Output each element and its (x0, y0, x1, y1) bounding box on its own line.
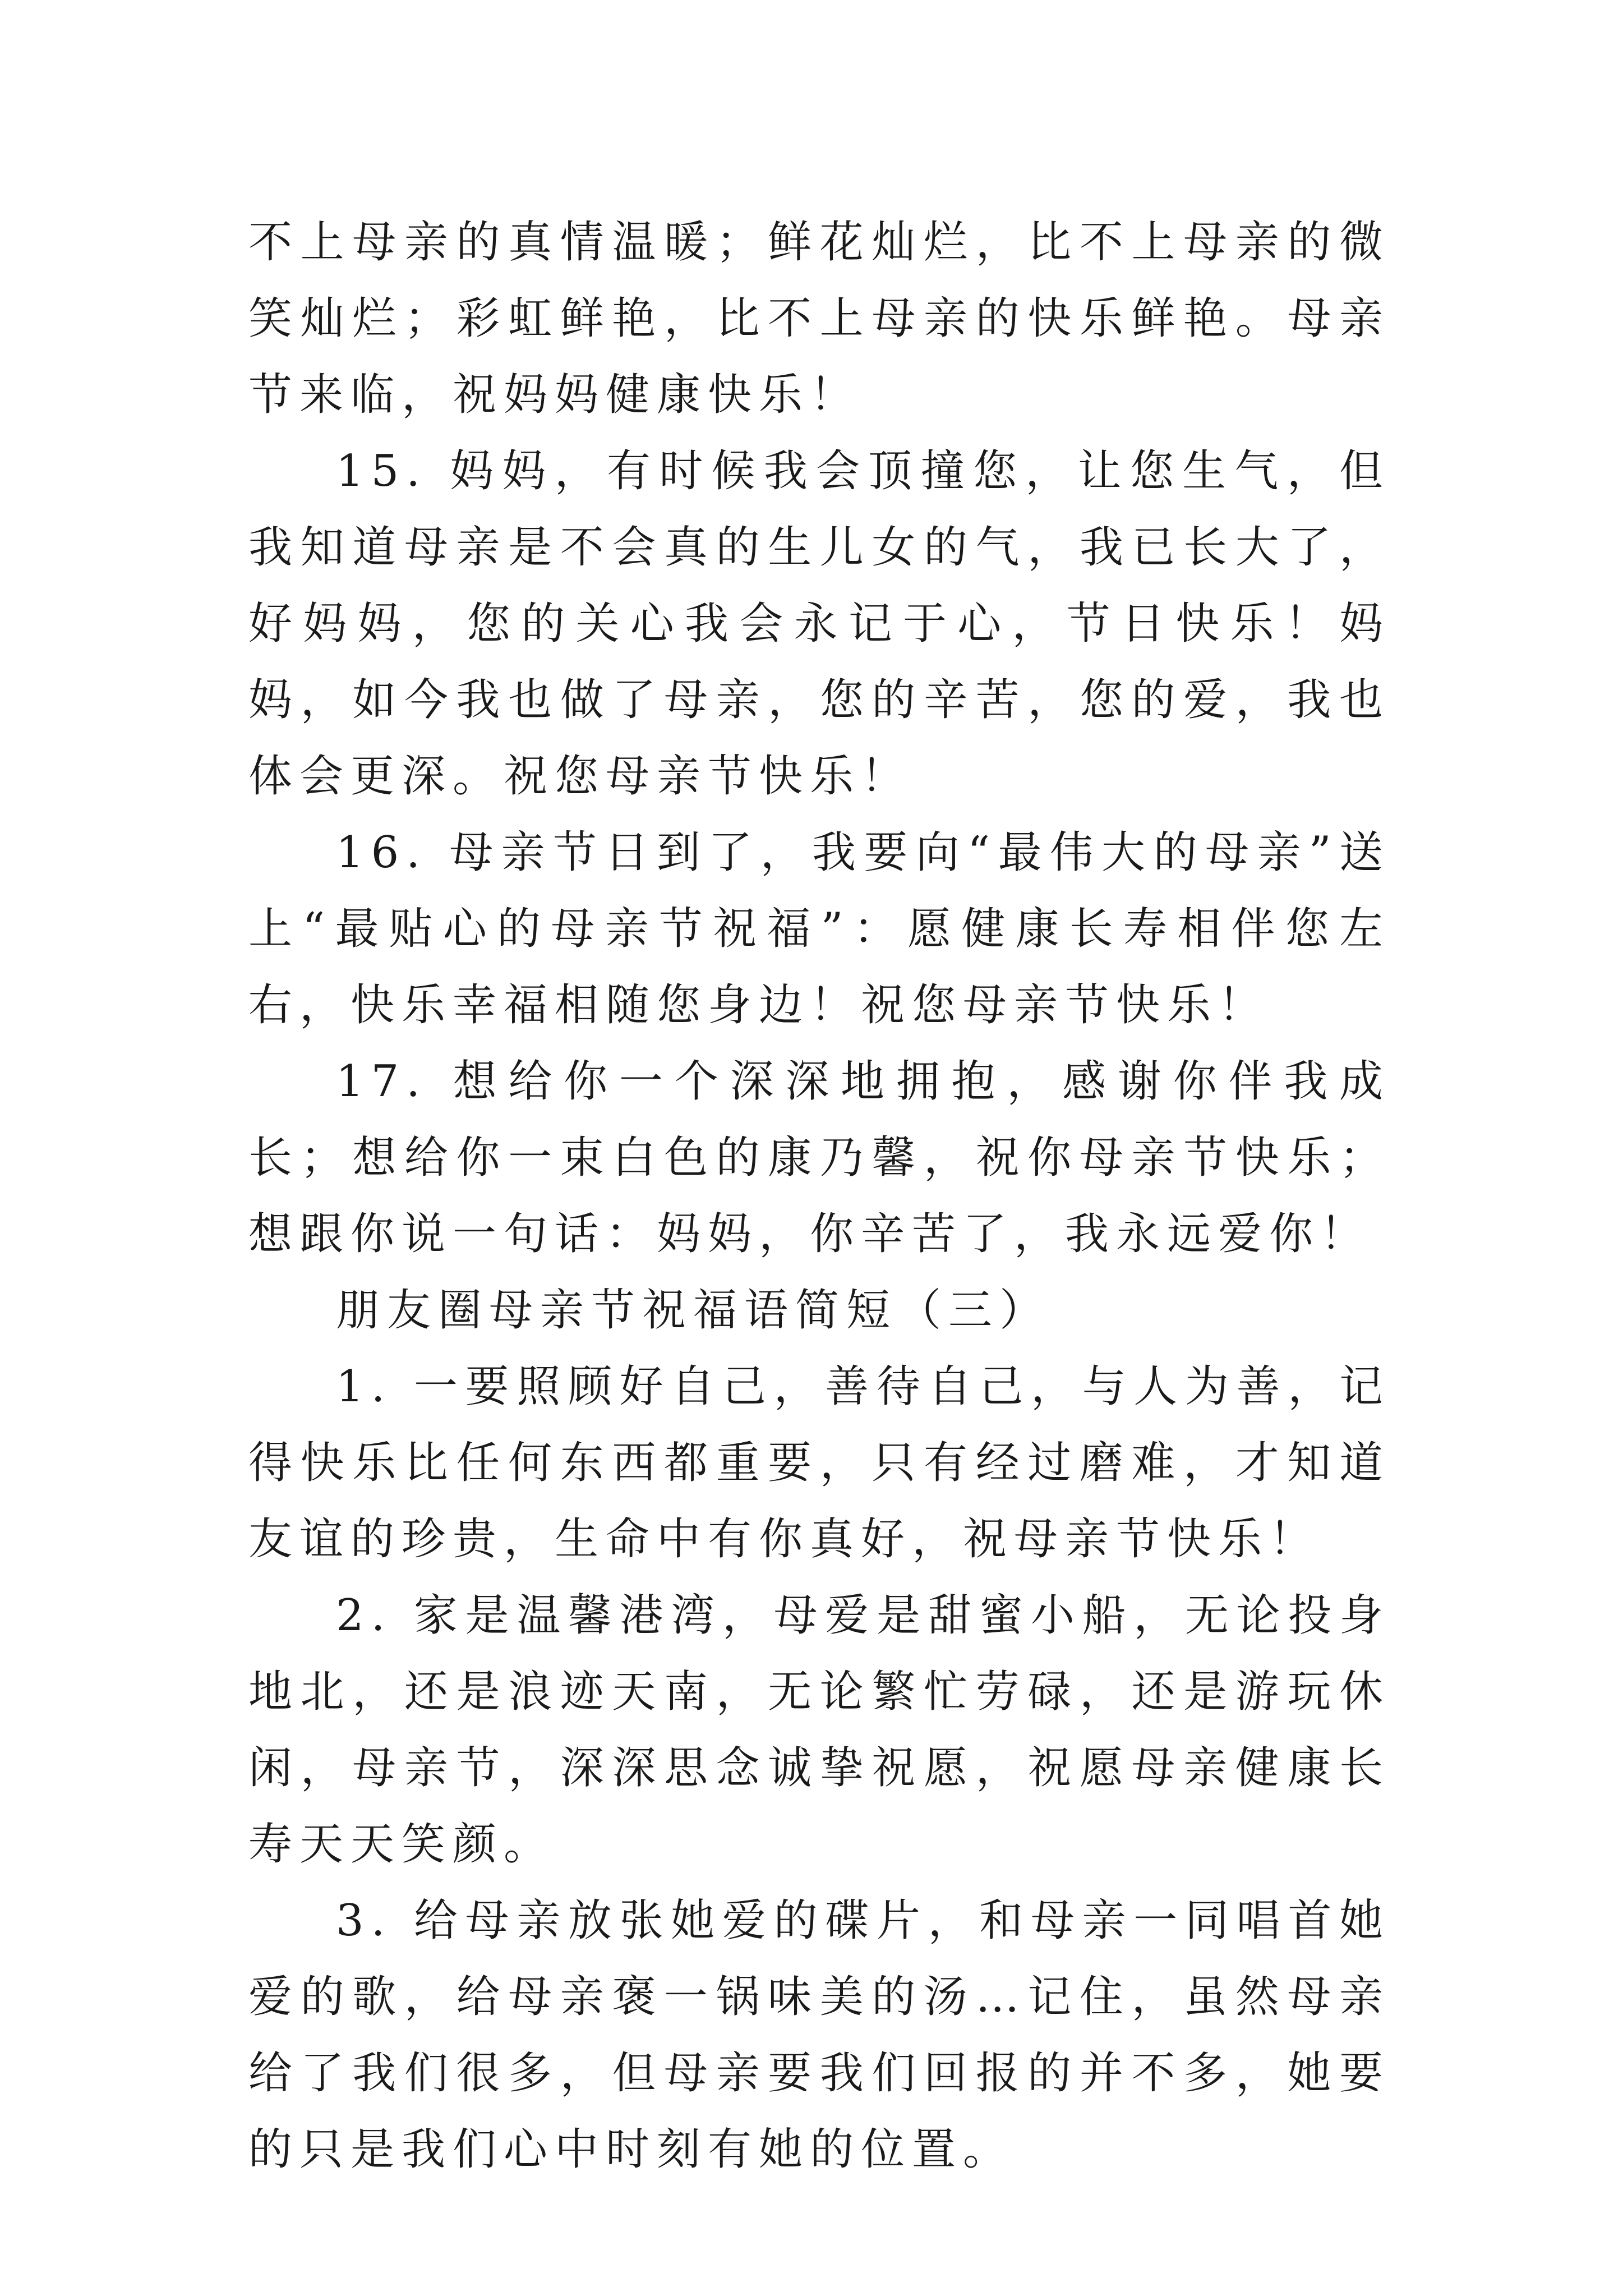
paragraph-item-3: 3. 给母亲放张她爱的碟片，和母亲一同唱首她爱的歌，给母亲褒一锅味美的汤…记住，虽然母亲给了我们很多，但母亲要我们回报的并不多，她要的只是我们心中时刻有她的位置。 (248, 1895, 1390, 2175)
paragraph-item-16: 16. 母亲节日到了，我要向“最伟大的母亲”送上“最贴心的母亲节祝福”：愿健康长寿相伴您左右，快乐幸福相随您身边！祝您母亲节快乐！ (248, 827, 1390, 1030)
document-body (248, 204, 1390, 2188)
section-heading: 朋友圈母亲节祝福语简短（三） (336, 1285, 1051, 1336)
paragraph-item-17: 17. 想给你一个深深地拥抱，感谢你伴我成长；想给你一束白色的康乃馨，祝你母亲节快乐；想跟你说一句话：妈妈，你辛苦了，我永远爱你！ (248, 1056, 1390, 1259)
paragraph-item-1: 1. 一要照顾好自己，善待自己，与人为善，记得快乐比任何东西都重要，只有经过磨难，才知道友谊的珍贵，生命中有你真好，祝母亲节快乐！ (248, 1361, 1390, 1565)
paragraph-continuation: 不上母亲的真情温暖；鲜花灿烂，比不上母亲的微笑灿烂；彩虹鲜艳，比不上母亲的快乐鲜艳。母亲节来临，祝妈妈健康快乐！ (248, 217, 1390, 420)
paragraph-item-2: 2. 家是温馨港湾，母爱是甜蜜小船，无论投身地北，还是浪迹天南，无论繁忙劳碌，还是游玩休闲，母亲节，深深思念诚挚祝愿，祝愿母亲健康长寿天天笑颜。 (248, 1590, 1390, 1870)
paragraph-item-15: 15. 妈妈，有时候我会顶撞您，让您生气，但我知道母亲是不会真的生儿女的气，我已长大了，好妈妈，您的关心我会永记于心，节日快乐！妈妈，如今我也做了母亲，您的辛苦，您的爱，我也体会更深。祝您母亲节快乐！ (248, 446, 1390, 802)
